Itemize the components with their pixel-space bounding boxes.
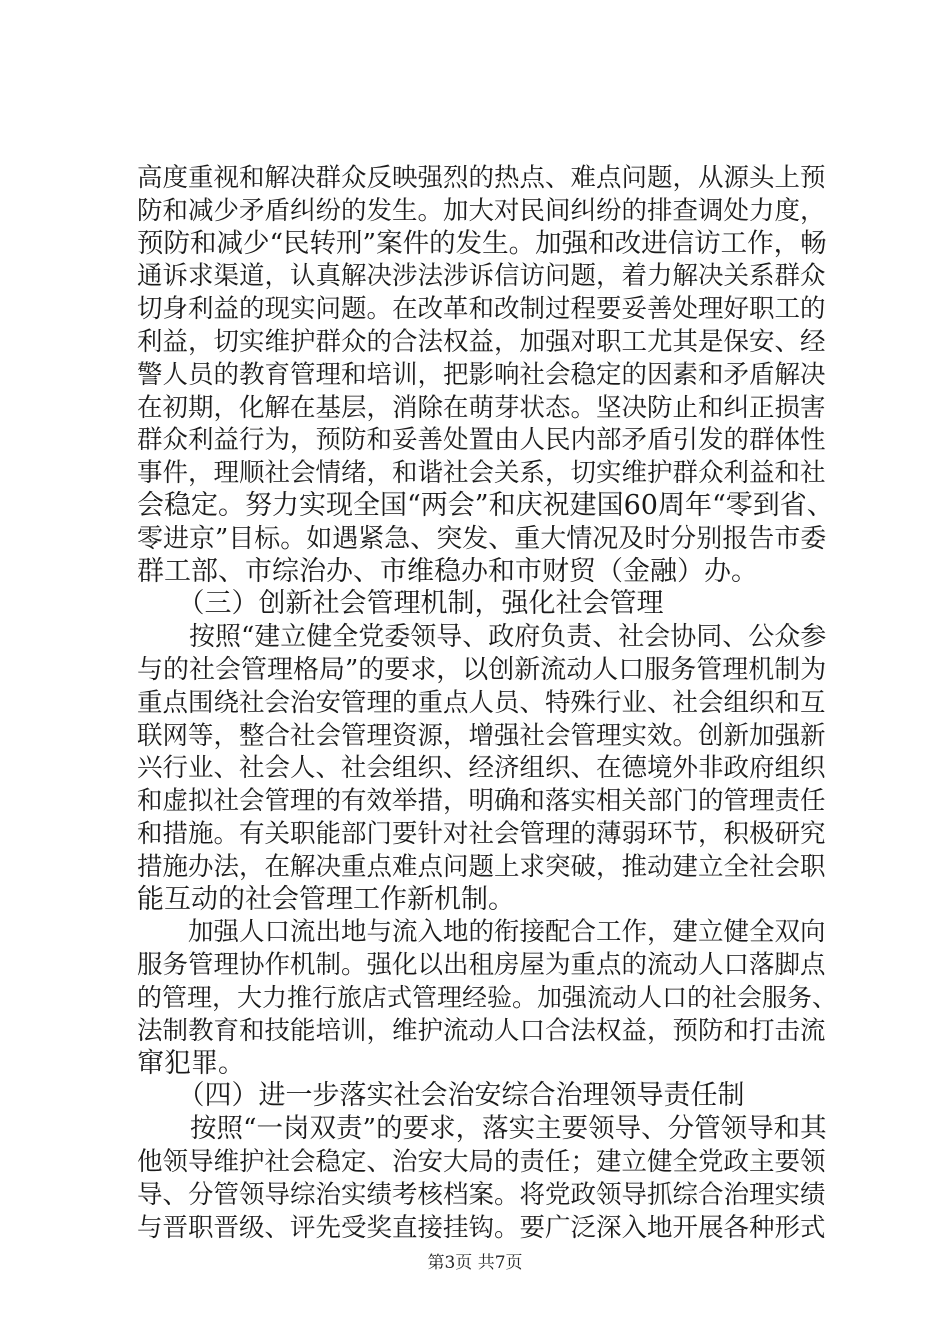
text-line: 他领导维护社会稳定、治安大局的责任；建立健全党政主要领 [137, 1146, 826, 1177]
text-line: 加强人口流出地与流入地的衔接配合工作，建立健全双向 [137, 917, 826, 948]
text-line: 高度重视和解决群众反映强烈的热点、难点问题，从源头上预 [137, 163, 826, 193]
text-line: 导、分管领导综治实绩考核档案。将党政领导抓综合治理实绩 [137, 1179, 826, 1210]
text-line: 措施办法，在解决重点难点问题上求突破，推动建立全社会职 [137, 851, 826, 882]
text-line: 兴行业、社会人、社会组织、经济组织、在德境外非政府组织 [137, 753, 826, 784]
text-line: 和虚拟社会管理的有效举措，明确和落实相关部门的管理责任 [137, 786, 826, 817]
section-heading: （四）进一步落实社会治安综合治理领导责任制 [137, 1080, 745, 1112]
document-body [137, 162, 837, 1244]
text-line: 群众利益行为，预防和妥善处置由人民内部矛盾引发的群体性 [137, 425, 826, 456]
text-line: 利益，切实维护群众的合法权益，加强对职工尤其是保安、经 [137, 326, 826, 357]
text-line: 在初期，化解在基层，消除在萌芽状态。坚决防止和纠正损害 [137, 392, 826, 423]
text-line: 群工部、市综治办、市维稳办和市财贸（金融）办。 [137, 555, 758, 587]
text-line: 按照“建立健全党委领导、政府负责、社会协同、公众参 [137, 622, 827, 653]
text-line: 能互动的社会管理工作新机制。 [137, 883, 515, 915]
text-line: 和措施。有关职能部门要针对社会管理的薄弱环节，积极研究 [137, 818, 826, 849]
text-line: 事件，理顺社会情绪，和谐社会关系，切实维护群众利益和社 [137, 458, 826, 489]
text-line: 按照“一岗双责”的要求，落实主要领导、分管领导和其 [137, 1113, 827, 1145]
page-number: 第3页 共7页 [427, 1253, 523, 1273]
text-line: 窜犯罪。 [137, 1047, 245, 1079]
text-line: 警人员的教育管理和培训，把影响社会稳定的因素和矛盾解决 [137, 359, 826, 390]
text-line: 服务管理协作机制。强化以出租房屋为重点的流动人口落脚点 [137, 950, 826, 981]
text-line: 联网等，整合社会管理资源，增强社会管理实效。创新加强新 [137, 720, 826, 751]
text-line: 零进京”目标。如遇紧急、突发、重大情况及时分别报告市委 [137, 523, 827, 554]
text-line: 重点围绕社会治安管理的重点人员、特殊行业、社会组织和互 [137, 687, 826, 718]
text-line: 会稳定。努力实现全国“两会”和庆祝建国60周年“零到省、 [137, 489, 834, 521]
text-line: 与的社会管理格局”的要求，以创新流动人口服务管理机制为 [137, 654, 827, 685]
text-line: 与晋职晋级、评先受奖直接挂钩。要广泛深入地开展各种形式 [137, 1212, 826, 1243]
section-heading: （三）创新社会管理机制，强化社会管理 [137, 588, 664, 620]
text-line: 切身利益的现实问题。在改革和改制过程要妥善处理好职工的 [137, 294, 826, 325]
text-line: 预防和减少“民转刑”案件的发生。加强和改进信访工作，畅 [137, 227, 827, 259]
text-line: 通诉求渠道，认真解决涉法涉诉信访问题，着力解决关系群众 [137, 261, 826, 292]
text-line: 的管理，大力推行旅店式管理经验。加强流动人口的社会服务、 [137, 982, 838, 1012]
page-footer [0, 1248, 950, 1273]
text-line: 防和减少矛盾纠纷的发生。加大对民间纠纷的排查调处力度， [137, 195, 826, 226]
text-line: 法制教育和技能培训，维护流动人口合法权益，预防和打击流 [137, 1015, 826, 1046]
